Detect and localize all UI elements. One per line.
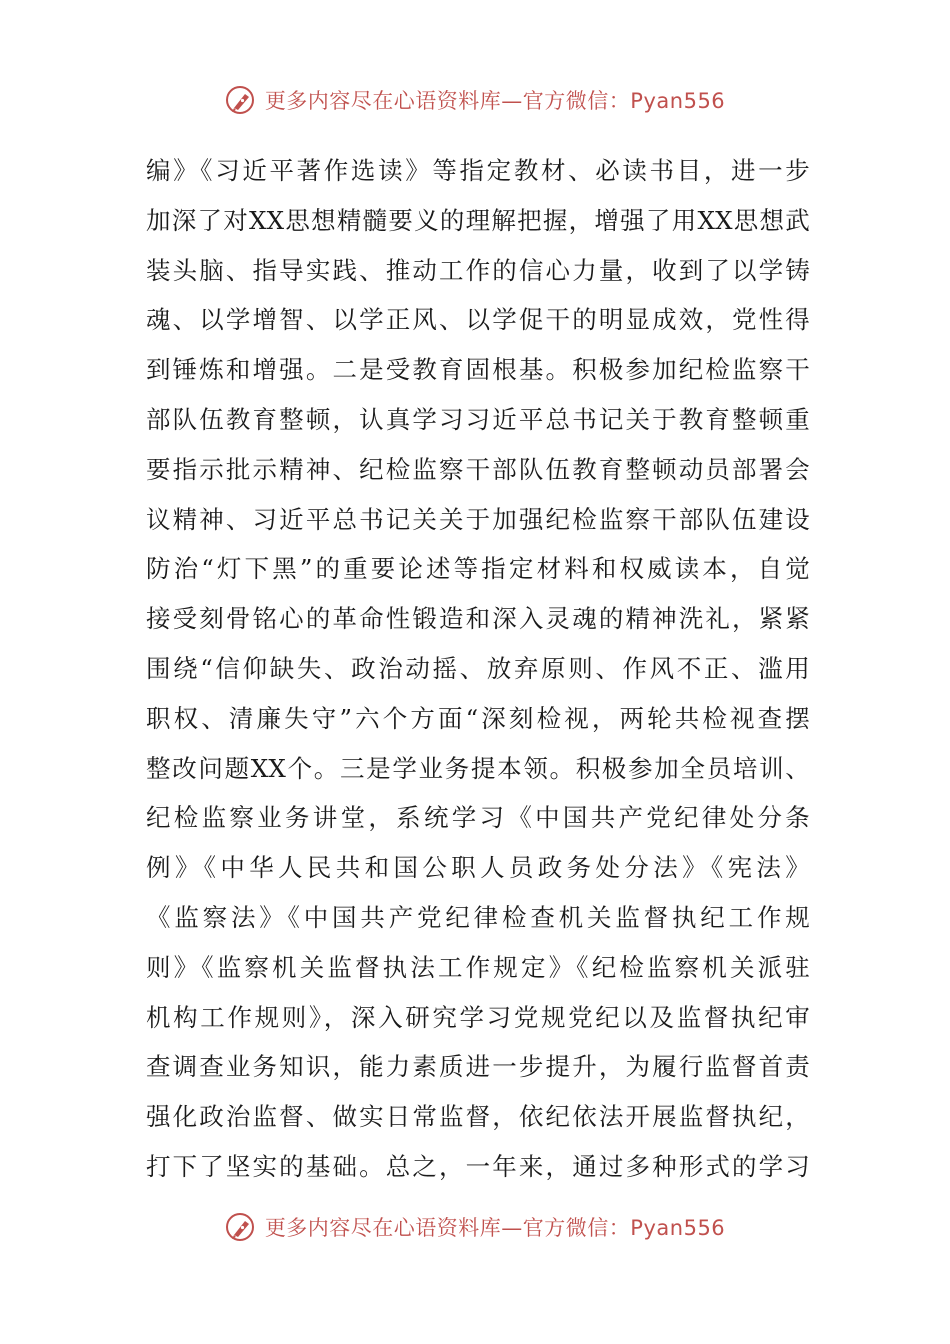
footer-banner: [0, 1211, 950, 1243]
text-line: 部队伍教育整顿，认真学习习近平总书记关于教育整顿重: [146, 404, 810, 434]
text-line: 魂、以学增智、以学正风、以学促干的明显成效，党性得: [146, 305, 810, 335]
text-line: 职权、清廉失守”六个方面“深刻检视，两轮共检视查摆: [146, 703, 810, 733]
header-banner-text: 更多内容尽在心语资料库—官方微信：Pyan556: [264, 89, 726, 113]
text-line: 装头脑、指导实践、推动工作的信心力量，收到了以学铸: [146, 255, 810, 285]
text-line: 机构工作规则》，深入研究学习党规党纪以及监督执纪审: [146, 1002, 810, 1032]
text-line: 接受刻骨铭心的革命性锻造和深入灵魂的精神洗礼，紧紧: [146, 604, 810, 634]
pen-nib-logo-icon: [225, 1211, 257, 1243]
text-line: 防治“灯下黑”的重要论述等指定材料和权威读本，自觉: [146, 554, 810, 584]
text-line: 例》《中华人民共和国公职人员政务处分法》《宪法》: [146, 853, 810, 883]
header-banner: [0, 84, 950, 116]
footer-banner-text: 更多内容尽在心语资料库—官方微信：Pyan556: [264, 1216, 726, 1240]
text-line: 编》《习近平著作选读》等指定教材、必读书目，进一步: [146, 156, 810, 185]
text-line: 议精神、习近平总书记关关于加强纪检监察干部队伍建设: [146, 504, 810, 534]
text-line: 纪检监察业务讲堂，系统学习《中国共产党纪律处分条: [146, 803, 810, 833]
text-line: 加深了对XX思想精髓要义的理解把握，增强了用XX思想武: [146, 205, 810, 235]
text-line: 打下了坚实的基础。总之，一年来，通过多种形式的学习: [146, 1151, 810, 1181]
document-body: [146, 146, 810, 1192]
pen-nib-logo-icon: [225, 84, 257, 116]
text-line: 围绕“信仰缺失、政治动摇、放弃原则、作风不正、滥用: [146, 653, 810, 683]
text-line: 查调查业务知识，能力素质进一步提升，为履行监督首责: [146, 1052, 810, 1082]
text-line: 到锤炼和增强。二是受教育固根基。积极参加纪检监察干: [146, 355, 810, 385]
text-line: 整改问题XX个。三是学业务提本领。积极参加全员培训、: [146, 753, 810, 783]
text-line: 《监察法》《中国共产党纪律检查机关监督执纪工作规: [146, 902, 810, 932]
text-line: 要指示批示精神、纪检监察干部队伍教育整顿动员部署会: [146, 454, 810, 484]
text-line: 则》《监察机关监督执法工作规定》《纪检监察机关派驻: [146, 952, 810, 982]
text-line: 强化政治监督、做实日常监督，依纪依法开展监督执纪，: [146, 1102, 810, 1132]
